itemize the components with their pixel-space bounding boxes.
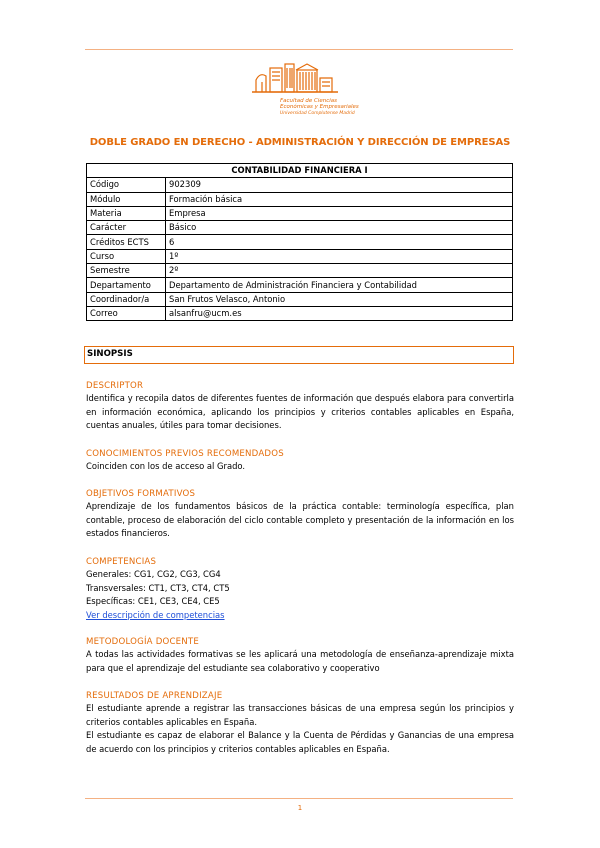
header-rule [85,49,513,50]
resultados-text-2: El estudiante es capaz de elaborar el Balance y la Cuenta de Pérdidas y Ganancias de una empresa de acuerdo con los principios y criterios contables aplicables en España. [86,730,514,754]
conocimientos-section [86,448,514,474]
field-value: Formación básica [166,192,513,206]
table-row [87,221,513,235]
metodologia-heading: METODOLOGÍA DOCENTE [86,637,200,647]
logo-text-line-3: Universidad Complutense Madrid [280,111,355,116]
conocimientos-heading: CONOCIMIENTOS PREVIOS RECOMENDADOS [86,449,284,459]
field-label: Semestre [87,264,166,278]
resultados-text-1: El estudiante aprende a registrar las transacciones básicas de una empresa según los principios y criterios contables aplicables en España. [86,703,514,727]
page-title: DOBLE GRADO EN DERECHO - ADMINISTRACIÓN Y DIRECCIÓN DE EMPRESAS [89,137,511,148]
logo-text-line-2: Económicas y Empresariales [280,104,359,110]
table-row [87,235,513,249]
resultados-heading: RESULTADOS DE APRENDIZAJE [86,691,223,701]
competencias-generales: Generales: CG1, CG2, CG3, CG4 [86,569,221,579]
logo-text-line-1: Facultad de Ciencias [280,98,337,104]
field-label: Código [87,178,166,192]
competencias-link[interactable]: Ver descripción de competencias [86,609,225,620]
table-heading-row [87,164,513,178]
field-label: Materia [87,206,166,220]
table-row [87,249,513,263]
table-row [87,306,513,320]
descriptor-heading: DESCRIPTOR [86,381,144,391]
table-row [87,292,513,306]
table-row [87,192,513,206]
objetivos-text: Aprendizaje de los fundamentos básicos de la práctica contable: terminología específica, plan contable, proceso de elaboración del ciclo contable completo y presentación de la información en los estados financieros. [86,501,514,539]
field-label: Departamento [87,278,166,292]
field-value: Departamento de Administración Financiera y Contabilidad [166,278,513,292]
field-value: San Frutos Velasco, Antonio [166,292,513,306]
field-value: Empresa [166,206,513,220]
objetivos-heading: OBJETIVOS FORMATIVOS [86,489,196,499]
competencias-transversales: Transversales: CT1, CT3, CT4, CT5 [86,582,230,593]
resultados-section [86,690,514,756]
descriptor-section [86,380,514,433]
competencias-heading: COMPETENCIAS [86,557,157,567]
field-label: Carácter [87,221,166,235]
field-value: alsanfru@ucm.es [166,306,513,320]
field-label: Créditos ECTS [87,235,166,249]
field-label: Correo [87,306,166,320]
field-value: 6 [166,235,513,249]
conocimientos-text: Coinciden con los de acceso al Grado. [86,461,246,471]
table-row [87,278,513,292]
descriptor-text: Identifica y recopila datos de diferentes fuentes de información que después elabora para convertirla en información económica, aplicando los principios y criterios contables aplicables en España, cuentas anuales, útiles para tomar decisiones. [86,393,514,431]
metodologia-section [86,636,514,675]
competencias-section [86,556,514,622]
field-label: Coordinador/a [87,292,166,306]
footer-rule [85,798,513,799]
field-label: Curso [87,249,166,263]
table-row [87,264,513,278]
table-row [87,206,513,220]
field-value: Básico [166,221,513,235]
course-info-table [86,163,513,321]
field-value: 902309 [166,178,513,192]
metodologia-text: A todas las actividades formativas se les aplicará una metodología de enseñanza-aprendizaje mixta para que el aprendizaje del estudiante sea colaborativo y cooperativo [86,649,514,673]
table-row [87,178,513,192]
competencias-especificas: Específicas: CE1, CE3, CE4, CE5 [86,596,220,607]
objetivos-section [86,488,514,541]
field-label: Módulo [87,192,166,206]
page-number: 1 [297,804,303,812]
field-value: 2º [166,264,513,278]
course-name: CONTABILIDAD FINANCIERA I [87,164,513,178]
field-value: 1º [166,249,513,263]
sinopsis-header: SINOPSIS [84,346,514,364]
